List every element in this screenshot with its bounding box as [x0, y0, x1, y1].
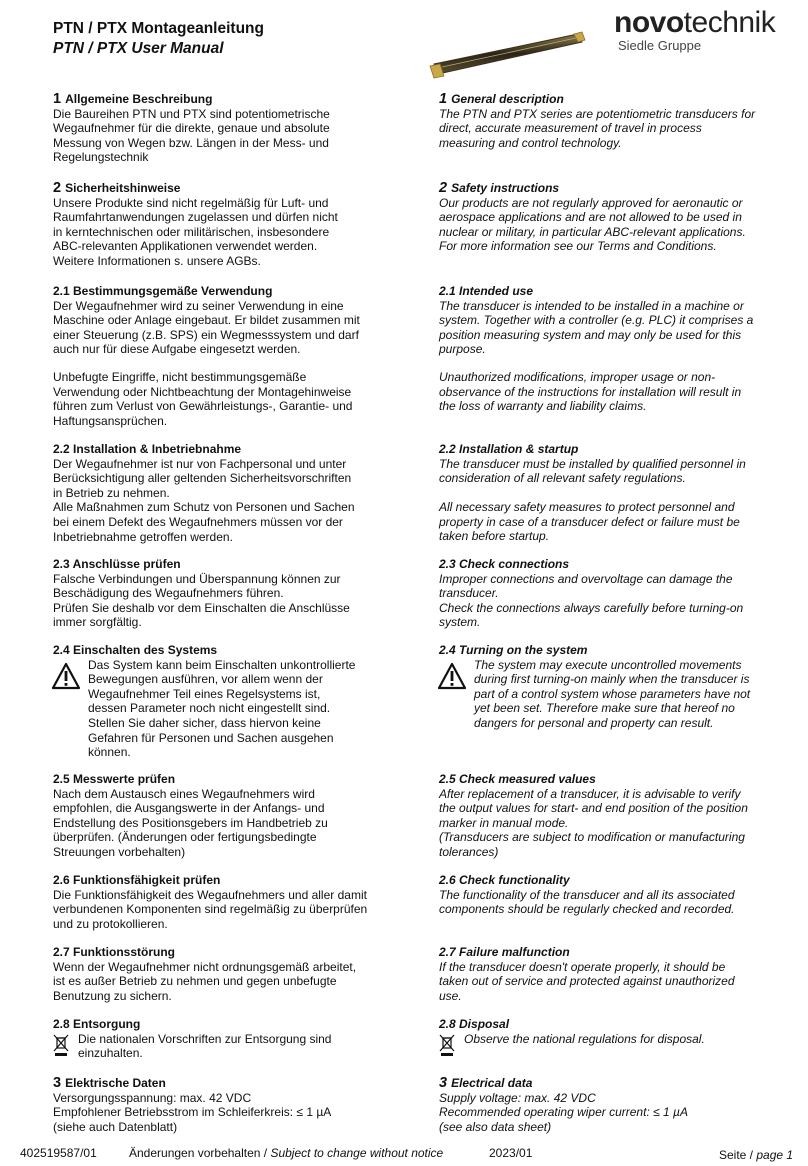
section-title: 2.3 Check connections [439, 557, 570, 571]
section-text: After replacement of a transducer, it is advisable to verify the output values for start- and end position of the position marker in manual mode. (Transducers are subject to modification or manufacturing tolerances) [439, 786, 748, 859]
section-title: 2.2 Installation & Inbetriebnahme [53, 442, 242, 456]
section-number: 2 [439, 180, 448, 196]
footer-change-de: Änderungen vorbehalten / [129, 1146, 268, 1160]
section-text: Improper connections and overvoltage can damage the transducer. Check the connections always carefully before turning-on system. [439, 571, 744, 630]
section-text: Supply voltage: max. 42 VDC Recommended operating wiper current: ≤ 1 µA (see also data sheet) [439, 1090, 688, 1134]
section-title: 2.8 Entsorgung [53, 1017, 141, 1031]
section-text: Falsche Verbindungen und Überspannung können zur Beschädigung des Wegaufnehmers führen. Prüfen Sie deshalb vor dem Einschalten die Anschlüsse immer sorgfältig. [53, 571, 350, 630]
section-title: Electrical data [451, 1076, 533, 1090]
section-text: The transducer must be installed by qualified personnel in consideration of all relevant safety regulations. [439, 456, 746, 486]
footer-page-de: Seite / [719, 1148, 754, 1162]
section-text: The transducer is intended to be installed in a machine or system. Together with a controller (e.g. PLC) it comprises a position measuring system and may only be used for this purpose. [439, 298, 754, 357]
section-text: Versorgungsspannung: max. 42 VDC Empfohlener Betriebsstrom im Schleiferkreis: ≤ 1 µA (siehe auch Datenblatt) [53, 1090, 332, 1134]
title-de: PTN / PTX Montageanleitung [53, 20, 264, 37]
brand-logo [614, 6, 775, 40]
warning-block [439, 658, 761, 731]
section-heading [53, 1076, 383, 1091]
section-title: 2.6 Funktionsfähigkeit prüfen [53, 873, 221, 887]
section-2-3-de [53, 557, 383, 630]
section-text: The PTN and PTX series are potentiometric transducers for direct, accurate measurement of travel in process measuring and control technology. [439, 106, 756, 150]
section-title: Allgemeine Beschreibung [65, 92, 213, 106]
section-2-6-de [53, 873, 383, 931]
section-title: 2.4 Einschalten des Systems [53, 643, 218, 657]
section-text: Our products are not regularly approved for aeronautic or aerospace applications and are not allowed to be used in nuclear or military, in particular ABC-relevant applications. For more information see our Terms and Conditions. [439, 195, 746, 254]
section-text: Der Wegaufnehmer wird zu seiner Verwendung in eine Maschine oder Anlage eingebaut. Er bildet zusammen mit einer Steuerung (z.B. SPS) ein Wegmesssystem und darf auch nur für diese Aufgabe eingesetzt werden. [53, 298, 360, 357]
section-title: 2.7 Funktionsstörung [53, 945, 176, 959]
section-number: 3 [439, 1075, 448, 1091]
section-title: 2.1 Intended use [439, 284, 534, 298]
warning-block [53, 658, 383, 760]
footer-date: 2023/01 [489, 1146, 533, 1160]
section-2-2-en-cont [439, 500, 761, 544]
warning-icon [51, 662, 81, 690]
section-2-2-en [439, 442, 761, 486]
section-heading [53, 92, 383, 107]
brand-subtitle: Siedle Gruppe [618, 38, 702, 53]
section-text: Unbefugte Eingriffe, nicht bestimmungsgemäße Verwendung oder Nichtbeachtung der Montagehinweise führen zum Verlust von Gewährleistungs-, Garantie- und Haftungsansprüchen. [53, 370, 353, 428]
section-text: Das System kann beim Einschalten unkontrollierte Bewegungen ausführen, vor allem wenn der Wegaufnehmer Teil eines Regelsystems ist, dessen Parameter noch nicht eingestellt sind. Stellen Sie daher sicher, dass hiervon keine Gefahren für Personen und Sachen ausgehen können. [88, 657, 356, 760]
disposal-block [439, 1032, 761, 1047]
section-text: Unauthorized modifications, improper usage or non- observance of the instructions for installation will result in the loss of warranty and liability claims. [439, 370, 742, 414]
section-heading [53, 181, 383, 196]
section-2-1-de [53, 284, 383, 357]
section-number: 3 [53, 1075, 62, 1091]
section-number: 1 [439, 91, 448, 107]
section-3-en [439, 1076, 761, 1134]
section-1-de [53, 92, 383, 165]
section-text: Die Funktionsfähigkeit des Wegaufnehmers und aller damit verbundenen Komponenten sind regelmäßig zu überprüfen und zu protokollieren. [53, 887, 368, 931]
section-text: Die nationalen Vorschriften zur Entsorgung sind einzuhalten. [78, 1031, 332, 1061]
section-title: Safety instructions [451, 181, 560, 195]
title-en: PTN / PTX User Manual [53, 40, 224, 57]
section-title: 2.1 Bestimmungsgemäße Verwendung [53, 284, 273, 298]
section-heading [439, 1076, 761, 1091]
section-1-en [439, 92, 761, 150]
footer-change-notice [129, 1146, 443, 1161]
section-2-1-en [439, 284, 761, 357]
section-2-3-en [439, 557, 761, 630]
section-text: Unsere Produkte sind nicht regelmäßig für Luft- und Raumfahrtanwendungen zugelassen und dürfen nicht in kerntechnischen oder militärischen, insbesondere ABC-relevanten Applikationen verwendet werden. Weitere Informationen s. unsere AGBs. [53, 195, 338, 268]
section-2-7-en [439, 945, 761, 1003]
footer-doc-number: 402519587/01 [20, 1146, 97, 1160]
section-heading [439, 92, 761, 107]
section-2-1-de-cont [53, 370, 383, 428]
section-2-7-de [53, 945, 383, 1003]
section-title: Sicherheitshinweise [65, 181, 181, 195]
section-text: Observe the national regulations for disposal. [464, 1031, 705, 1046]
section-2-de [53, 181, 383, 269]
section-3-de [53, 1076, 383, 1134]
section-2-5-de [53, 772, 383, 860]
section-text: Die Baureihen PTN und PTX sind potentiometrische Wegaufnehmer für die direkte, genaue und absolute Messung von Wegen bzw. Längen in der Mess- und Regelungstechnik [53, 106, 330, 165]
section-title: 2.5 Messwerte prüfen [53, 772, 176, 786]
section-title: 2.8 Disposal [439, 1017, 510, 1031]
footer-page-en: page 1 [756, 1148, 794, 1162]
crossed-bin-icon [439, 1033, 455, 1057]
footer-change-en: Subject to change without notice [270, 1146, 444, 1160]
section-2-6-en [439, 873, 761, 917]
section-2-8-de [53, 1017, 383, 1061]
section-title: 2.5 Check measured values [439, 772, 596, 786]
warning-icon [437, 662, 467, 690]
section-title: General description [451, 92, 564, 106]
section-text: Wenn der Wegaufnehmer nicht ordnungsgemäß arbeitet, ist es außer Betrieb zu nehmen und gegen unbefugte Benutzung zu sichern. [53, 959, 357, 1003]
section-2-4-en [439, 643, 761, 731]
crossed-bin-icon [53, 1033, 69, 1057]
section-number: 2 [53, 180, 62, 196]
brand-logo-bold: novo [614, 6, 684, 39]
disposal-block [53, 1032, 383, 1061]
section-2-1-en-cont [439, 370, 761, 414]
sensor-image [428, 20, 588, 82]
section-2-5-en [439, 772, 761, 860]
section-text: If the transducer doesn't operate properly, it should be taken out of service and protected against unauthorized use. [439, 959, 735, 1003]
section-2-en [439, 181, 761, 254]
section-2-2-de [53, 442, 383, 544]
section-text: The system may execute uncontrolled movements during first turning-on mainly when the transducer is part of a control system whose parameters have not yet been set. Therefore make sure that hereof no dangers for personal and property can result. [474, 657, 751, 730]
section-title: Elektrische Daten [65, 1076, 166, 1090]
section-text: Der Wegaufnehmer ist nur von Fachpersonal und unter Berücksichtigung aller geltenden Sicherheitsvorschriften in Betrieb zu nehmen. Alle Maßnahmen zum Schutz von Personen und Sachen bei einem Defekt des Wegaufnehmers müssen vor der Inbetriebnahme getroffen werden. [53, 456, 355, 544]
section-title: 2.7 Failure malfunction [439, 945, 570, 959]
footer-page [719, 1148, 793, 1163]
section-text: The functionality of the transducer and all its associated components should be regularly checked and recorded. [439, 887, 735, 917]
section-title: 2.2 Installation & startup [439, 442, 579, 456]
brand-logo-light: technik [683, 6, 776, 39]
section-title: 2.4 Turning on the system [439, 643, 588, 657]
section-text: Nach dem Austausch eines Wegaufnehmers wird empfohlen, die Ausgangswerte in der Anfangs- und Endstellung des Positionsgebers im Handbetrieb zu überprüfen. (Änderungen oder fertigungsbedingte Streuungen vorbehalten) [53, 786, 328, 859]
section-2-4-de [53, 643, 383, 760]
section-number: 1 [53, 91, 62, 107]
section-title: 2.6 Check functionality [439, 873, 570, 887]
section-2-8-en [439, 1017, 761, 1046]
section-heading [439, 181, 761, 196]
section-title: 2.3 Anschlüsse prüfen [53, 557, 181, 571]
section-text: All necessary safety measures to protect personnel and property in case of a transducer defect or failure must be taken before startup. [439, 500, 740, 544]
